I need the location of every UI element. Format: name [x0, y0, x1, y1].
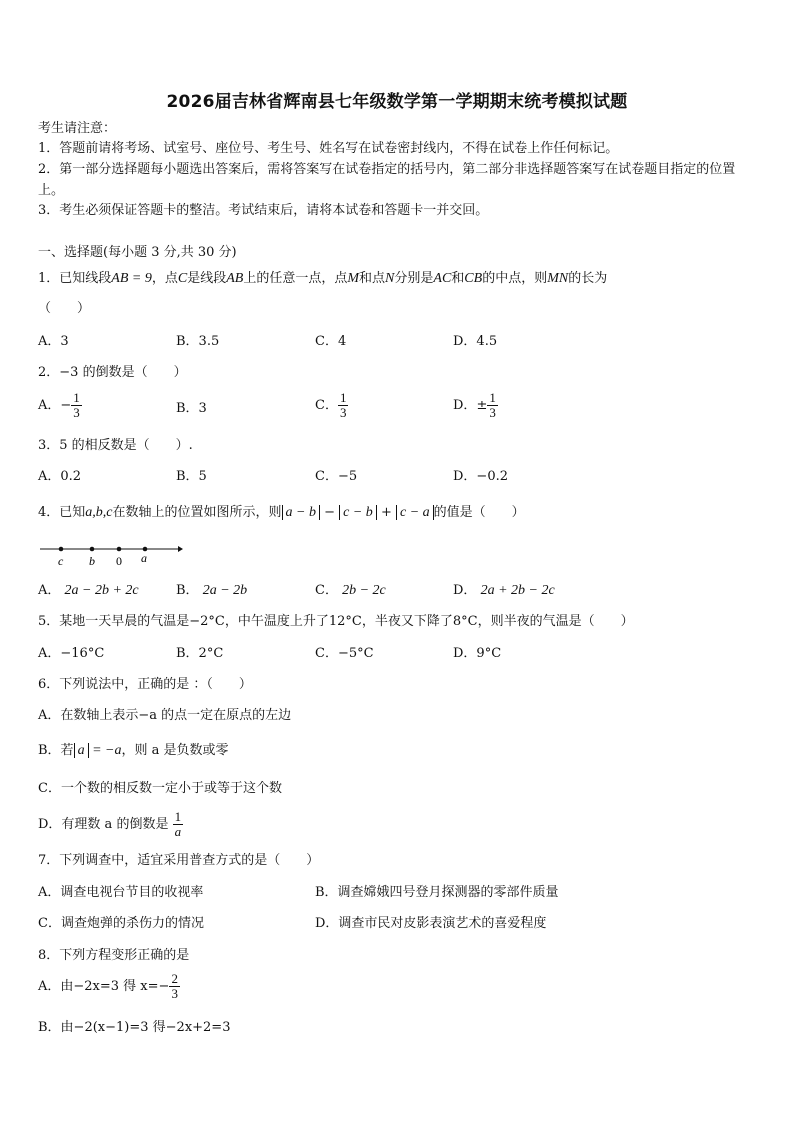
question-6-stem: 6．下列说法中，正确的是 ：（ ） — [38, 677, 252, 692]
section-heading: 一、选择题(每小题 3 分,共 30 分) — [38, 245, 237, 260]
notice-item: 2．第一部分选择题每小题选出答案后，需将答案写在试卷指定的括号内，第二部分非选择题答案写在试卷题目指定的位置上。 — [38, 162, 736, 198]
question-5-option-b[interactable]: B．2°C — [176, 646, 224, 661]
question-8-option-b[interactable]: B．由−2(x−1)=3 得−2x+2=3 — [38, 1020, 231, 1035]
question-3-option-d[interactable]: D．−0.2 — [453, 469, 508, 484]
question-4-option-b[interactable]: B． 2a − 2b — [176, 583, 248, 598]
question-1-option-c[interactable]: C．4 — [315, 334, 347, 349]
question-6-option-b[interactable]: B．若 a = −a，则 a 是负数或零 — [38, 743, 229, 758]
question-7-option-c[interactable]: C．调查炮弹的杀伤力的情况 — [38, 916, 204, 931]
notice-item: 1．答题前请将考场、试室号、座位号、考生号、姓名写在试卷密封线内，不得在试卷上作任何标记。 — [38, 141, 619, 156]
point-c — [59, 547, 64, 552]
question-5-option-d[interactable]: D．9°C — [453, 646, 502, 661]
number-line-diagram — [38, 540, 188, 570]
question-2-option-d[interactable]: D．± $\frac{1}{3}$ — [453, 390, 496, 420]
question-7-option-b[interactable]: B．调查嫦娥四号登月探测器的零部件质量 — [315, 885, 559, 900]
point-origin — [117, 547, 122, 552]
question-6-option-a[interactable]: A．在数轴上表示−a 的点一定在原点的左边 — [38, 708, 292, 723]
question-1-bracket: （ ） — [38, 301, 91, 316]
label-c: c — [58, 554, 64, 568]
question-1-option-b[interactable]: B．3.5 — [176, 334, 220, 349]
question-3-stem: 3．5 的相反数是（ ）. — [38, 438, 193, 453]
page-title: 2026届吉林省辉南县七年级数学第一学期期末统考模拟试题 — [166, 92, 628, 112]
question-3-option-a[interactable]: A．0.2 — [38, 469, 82, 484]
label-b: b — [89, 554, 95, 568]
question-4-option-d[interactable]: D． 2a + 2b − 2c — [453, 583, 555, 598]
notice-item: 3．考生必须保证答题卡的整洁。考试结束后，请将本试卷和答题卡一并交回。 — [38, 203, 489, 218]
question-2-stem: 2．−3 的倒数是（ ） — [38, 365, 187, 380]
question-8-stem: 8．下列方程变形正确的是 — [38, 948, 190, 963]
label-a: a — [141, 551, 147, 565]
question-5-stem: 5．某地一天早晨的气温是−2°C，中午温度上升了12°C，半夜又下降了8°C，则半夜的气温是（ ） — [38, 614, 634, 629]
question-6-option-d[interactable]: D．有理数 a 的倒数是 $\frac{1}{a}$ — [38, 809, 182, 839]
question-1-option-a[interactable]: A．3 — [38, 334, 69, 349]
question-5-option-c[interactable]: C．−5°C — [315, 646, 374, 661]
question-4-option-a[interactable]: A． 2a − 2b + 2c — [38, 583, 139, 598]
question-1-stem: 1．已知线段AB = 9，点C是线段AB上的任意一点，点M和点N分别是AC和CB的中点，则MN的长为 — [38, 271, 608, 286]
question-7-option-a[interactable]: A．调查电视台节目的收视率 — [38, 885, 204, 900]
question-6-option-c[interactable]: C．一个数的相反数一定小于或等于这个数 — [38, 781, 282, 796]
question-5-option-a[interactable]: A．−16°C — [38, 646, 105, 661]
notice-heading: 考生请注意： — [38, 121, 117, 136]
question-1-option-d[interactable]: D．4.5 — [453, 334, 498, 349]
point-b — [90, 547, 95, 552]
question-7-option-d[interactable]: D．调查市民对皮影表演艺术的喜爱程度 — [315, 916, 547, 931]
question-2-option-b[interactable]: B．3 — [176, 401, 207, 416]
question-3-option-b[interactable]: B．5 — [176, 469, 207, 484]
question-4-stem: 4．已知a,b,c在数轴上的位置如图所示，则 a − b − c − b + c − a 的值是（ ） — [38, 505, 525, 520]
question-3-option-c[interactable]: C．−5 — [315, 469, 358, 484]
label-zero: 0 — [116, 554, 122, 568]
question-4-option-c[interactable]: C． 2b − 2c — [315, 583, 386, 598]
question-8-option-a[interactable]: A．由−2x=3 得 x=− $\frac{2}{3}$ — [38, 971, 178, 1001]
question-7-stem: 7．下列调查中，适宜采用普查方式的是（ ） — [38, 853, 320, 868]
number-line-arrow-icon — [178, 546, 183, 552]
question-2-option-a[interactable]: A．− $\frac{1}{3}$ — [38, 390, 80, 420]
question-2-option-c[interactable]: C． $\frac{1}{3}$ — [315, 390, 347, 420]
